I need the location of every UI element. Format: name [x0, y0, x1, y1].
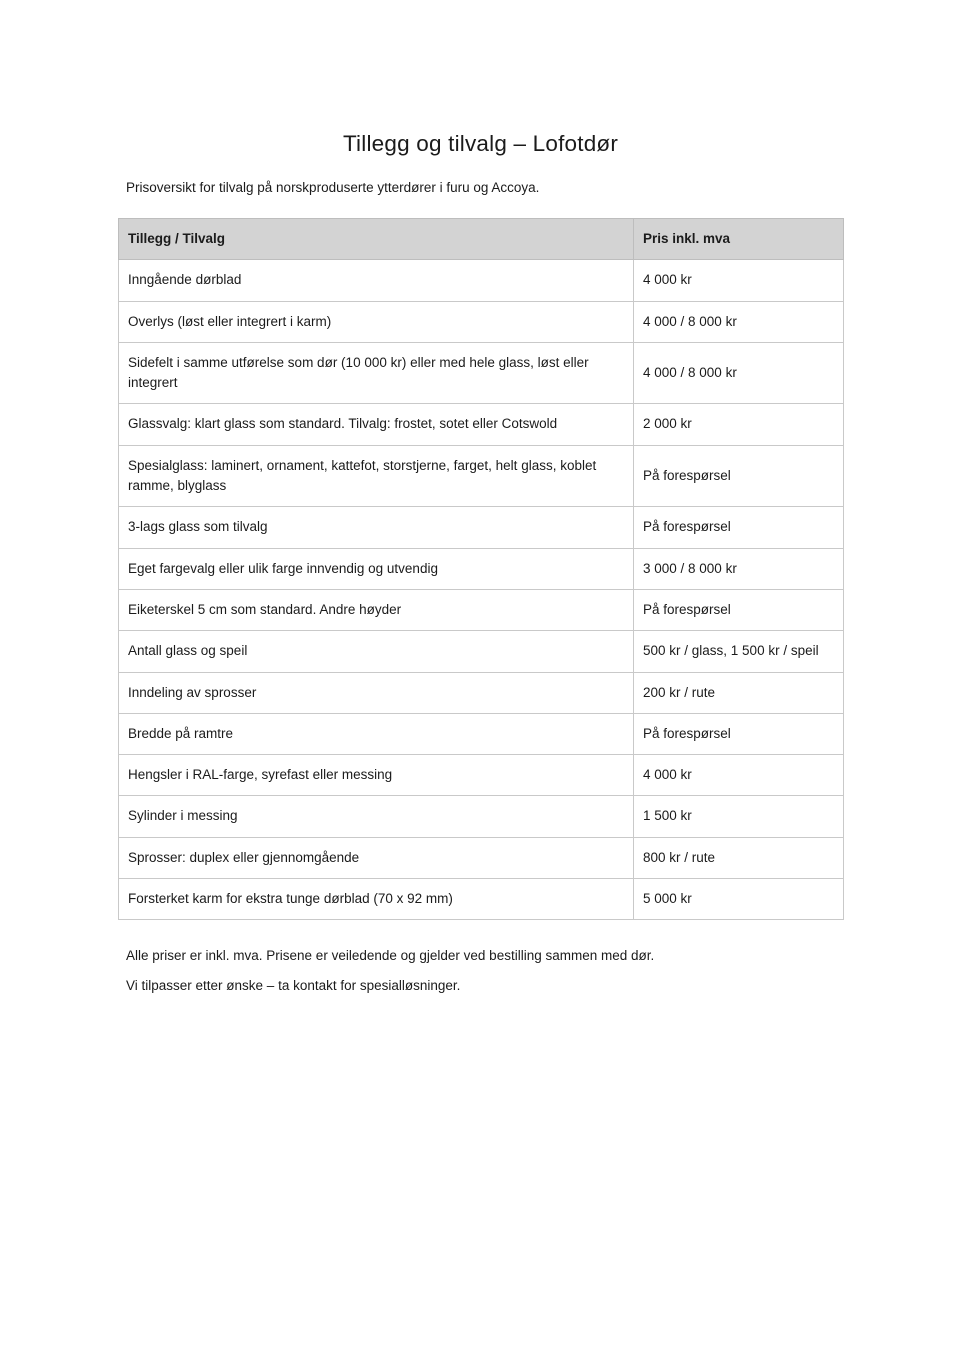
price-cell: På forespørsel: [634, 507, 844, 548]
table-row: [119, 548, 844, 589]
table-row: [119, 589, 844, 630]
table-row: [119, 796, 844, 837]
option-cell: Inndeling av sprosser: [119, 672, 634, 713]
price-cell: 200 kr / rute: [634, 672, 844, 713]
price-cell: 500 kr / glass, 1 500 kr / speil: [634, 631, 844, 672]
price-cell: 800 kr / rute: [634, 837, 844, 878]
table-row: [119, 260, 844, 301]
option-cell: Eiketerskel 5 cm som standard. Andre høyder: [119, 589, 634, 630]
price-cell: På forespørsel: [634, 445, 844, 507]
price-table-header-row: [119, 219, 844, 260]
option-cell: Eget fargevalg eller ulik farge innvendig og utvendig: [119, 548, 634, 589]
option-cell: Overlys (løst eller integrert i karm): [119, 301, 634, 342]
price-cell: 4 000 / 8 000 kr: [634, 342, 844, 404]
table-row: [119, 837, 844, 878]
price-table: [118, 218, 844, 920]
page-subtitle: Prisoversikt for tilvalg på norskproduserte ytterdører i furu og Accoya.: [126, 180, 540, 195]
price-cell: 4 000 kr: [634, 260, 844, 301]
page-title: Tillegg og tilvalg – Lofotdør: [342, 131, 619, 156]
price-cell: På forespørsel: [634, 589, 844, 630]
table-row: [119, 404, 844, 445]
price-cell: 5 000 kr: [634, 879, 844, 920]
option-cell: Antall glass og speil: [119, 631, 634, 672]
table-row: [119, 672, 844, 713]
option-cell: Inngående dørblad: [119, 260, 634, 301]
option-cell: Bredde på ramtre: [119, 713, 634, 754]
price-cell: På forespørsel: [634, 713, 844, 754]
option-cell: Hengsler i RAL-farge, syrefast eller messing: [119, 755, 634, 796]
footer-note-prices: Alle priser er inkl. mva. Prisene er veiledende og gjelder ved bestilling sammen med dør.: [126, 948, 655, 964]
table-row: [119, 713, 844, 754]
option-cell: 3-lags glass som tilvalg: [119, 507, 634, 548]
table-row: [119, 342, 844, 404]
option-cell: Glassvalg: klart glass som standard. Tilvalg: frostet, sotet eller Cotswold: [119, 404, 634, 445]
option-cell: Forsterket karm for ekstra tunge dørblad (70 x 92 mm): [119, 879, 634, 920]
footer-note-contact: Vi tilpasser etter ønske – ta kontakt for spesialløsninger.: [126, 978, 461, 994]
option-cell: Spesialglass: laminert, ornament, kattefot, storstjerne, farget, helt glass, koblet ramme, blyglass: [119, 445, 634, 507]
option-cell: Sidefelt i samme utførelse som dør (10 000 kr) eller med hele glass, løst eller integrert: [119, 342, 634, 404]
price-table-body: [119, 260, 844, 920]
price-cell: 3 000 / 8 000 kr: [634, 548, 844, 589]
option-cell: Sylinder i messing: [119, 796, 634, 837]
column-header-option: Tillegg / Tilvalg: [119, 219, 634, 260]
price-cell: 1 500 kr: [634, 796, 844, 837]
table-row: [119, 507, 844, 548]
price-cell: 4 000 / 8 000 kr: [634, 301, 844, 342]
table-row: [119, 879, 844, 920]
option-cell: Sprosser: duplex eller gjennomgående: [119, 837, 634, 878]
price-cell: 2 000 kr: [634, 404, 844, 445]
table-row: [119, 301, 844, 342]
column-header-price: Pris inkl. mva: [634, 219, 844, 260]
price-cell: 4 000 kr: [634, 755, 844, 796]
table-row: [119, 445, 844, 507]
price-table-header: [119, 219, 844, 260]
table-row: [119, 755, 844, 796]
table-row: [119, 631, 844, 672]
